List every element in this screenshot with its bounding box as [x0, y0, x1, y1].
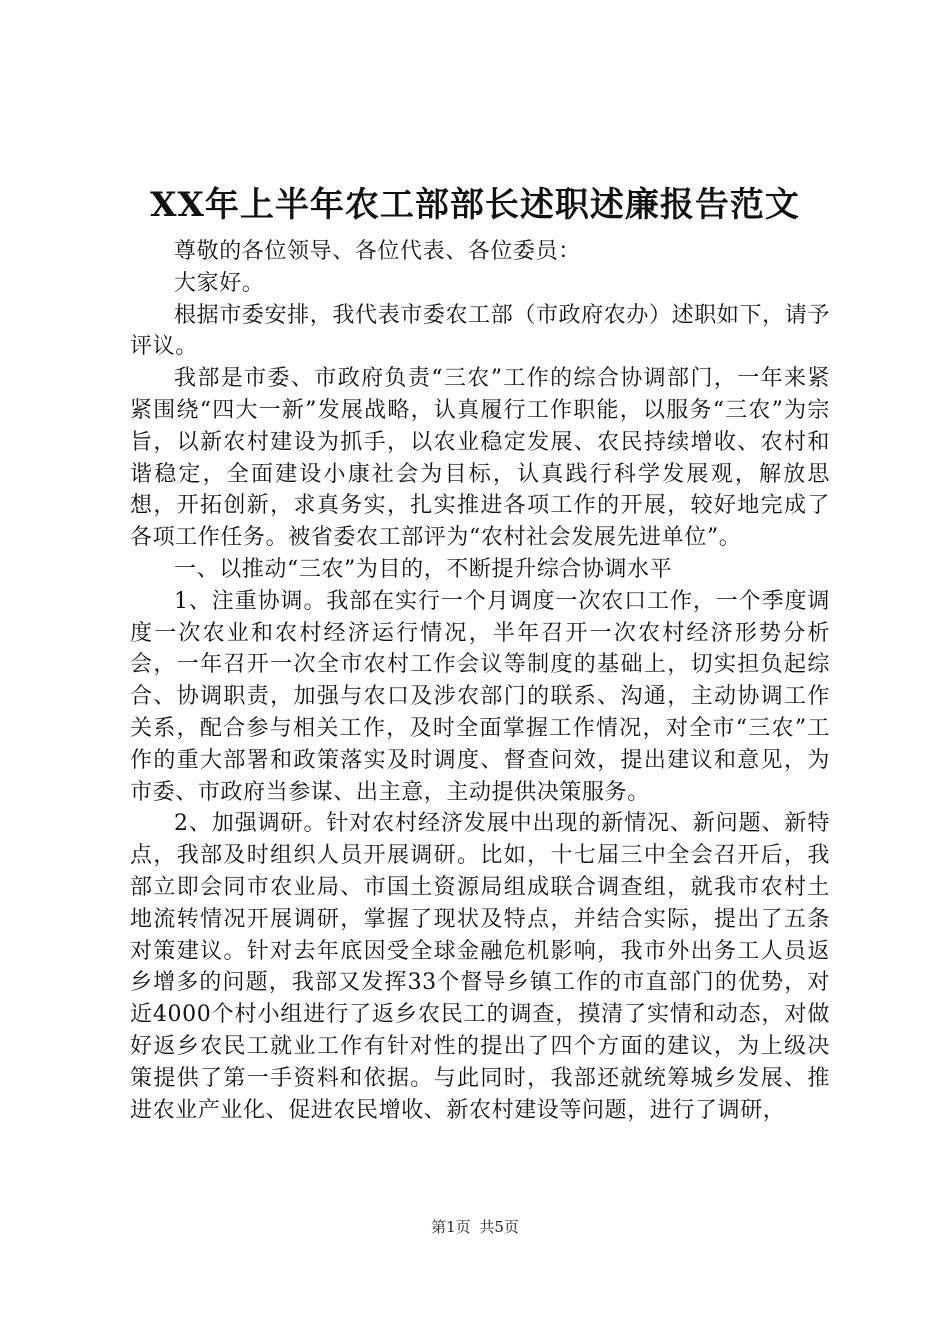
page-total: 共5页	[479, 1218, 519, 1236]
document-title: XX年上半年农工部部长述职述廉报告范文	[150, 185, 800, 225]
page-footer	[0, 1216, 950, 1237]
page-number: 第1页	[431, 1218, 471, 1236]
greeting-paragraph: 尊敬的各位领导、各位代表、各位委员：	[174, 239, 581, 264]
coordination-paragraph: 1、注重协调。我部在实行一个月调度一次农口工作，一个季度调度一次农业和农村经济运行情况，半年召开一次农村经济形势分析会，一年召开一次全市农村工作会议等制度的基础上，切实担负起综合、协调职责，加强与农口及涉农部门的联系、沟通，主动协调工作关系，配合参与相关工作，及时全面掌握工作情况，对全市“三农”工作的重大部署和政策落实及时调度、督查问效，提出建议和意见，为市委、市政府当参谋、出主意，主动提供决策服务。	[130, 588, 830, 805]
department-overview-paragraph: 我部是市委、市政府负责“三农”工作的综合协调部门，一年来紧紧围绕“四大一新”发展战略，认真履行工作职能，以服务“三农”为宗旨，以新农村建设为抓手，以农业稳定发展、农民持续增收、农村和谐稳定，全面建设小康社会为目标，认真践行科学发展观，解放思想，开拓创新，求真务实，扎实推进各项工作的开展，较好地完成了各项工作任务。被省委农工部评为“农村社会发展先进单位”。	[130, 366, 830, 551]
salutation-paragraph: 大家好。	[174, 270, 265, 296]
research-paragraph: 2、加强调研。针对农村经济发展中出现的新情况、新问题、新特点，我部及时组织人员开展调研。比如，十七届三中全会召开后，我部立即会同市农业局、市国土资源局组成联合调查组，就我市农村土地流转情况开展调研，掌握了现状及特点，并结合实际，提出了五条对策建议。针对去年底因受全球金融危机影响，我市外出务工人员返乡增多的问题，我部又发挥33个督导乡镇工作的市直部门的优势，对近4000个村小组进行了返乡农民工的调查，摸清了实情和动态，对做好返乡农民工就业工作有针对性的提出了四个方面的建议，为上级决策提供了第一手资料和依据。与此同时，我部还就统筹城乡发展、推进农业产业化、促进农民增收、新农村建设等问题，进行了调研，	[130, 811, 830, 1123]
intro-paragraph: 根据市委安排，我代表市委农工部（市政府农办）述职如下，请予评议。	[130, 302, 830, 360]
section-heading-1: 一、以推动“三农”为目的，不断提升综合协调水平	[174, 556, 673, 582]
document-body	[130, 236, 830, 1126]
